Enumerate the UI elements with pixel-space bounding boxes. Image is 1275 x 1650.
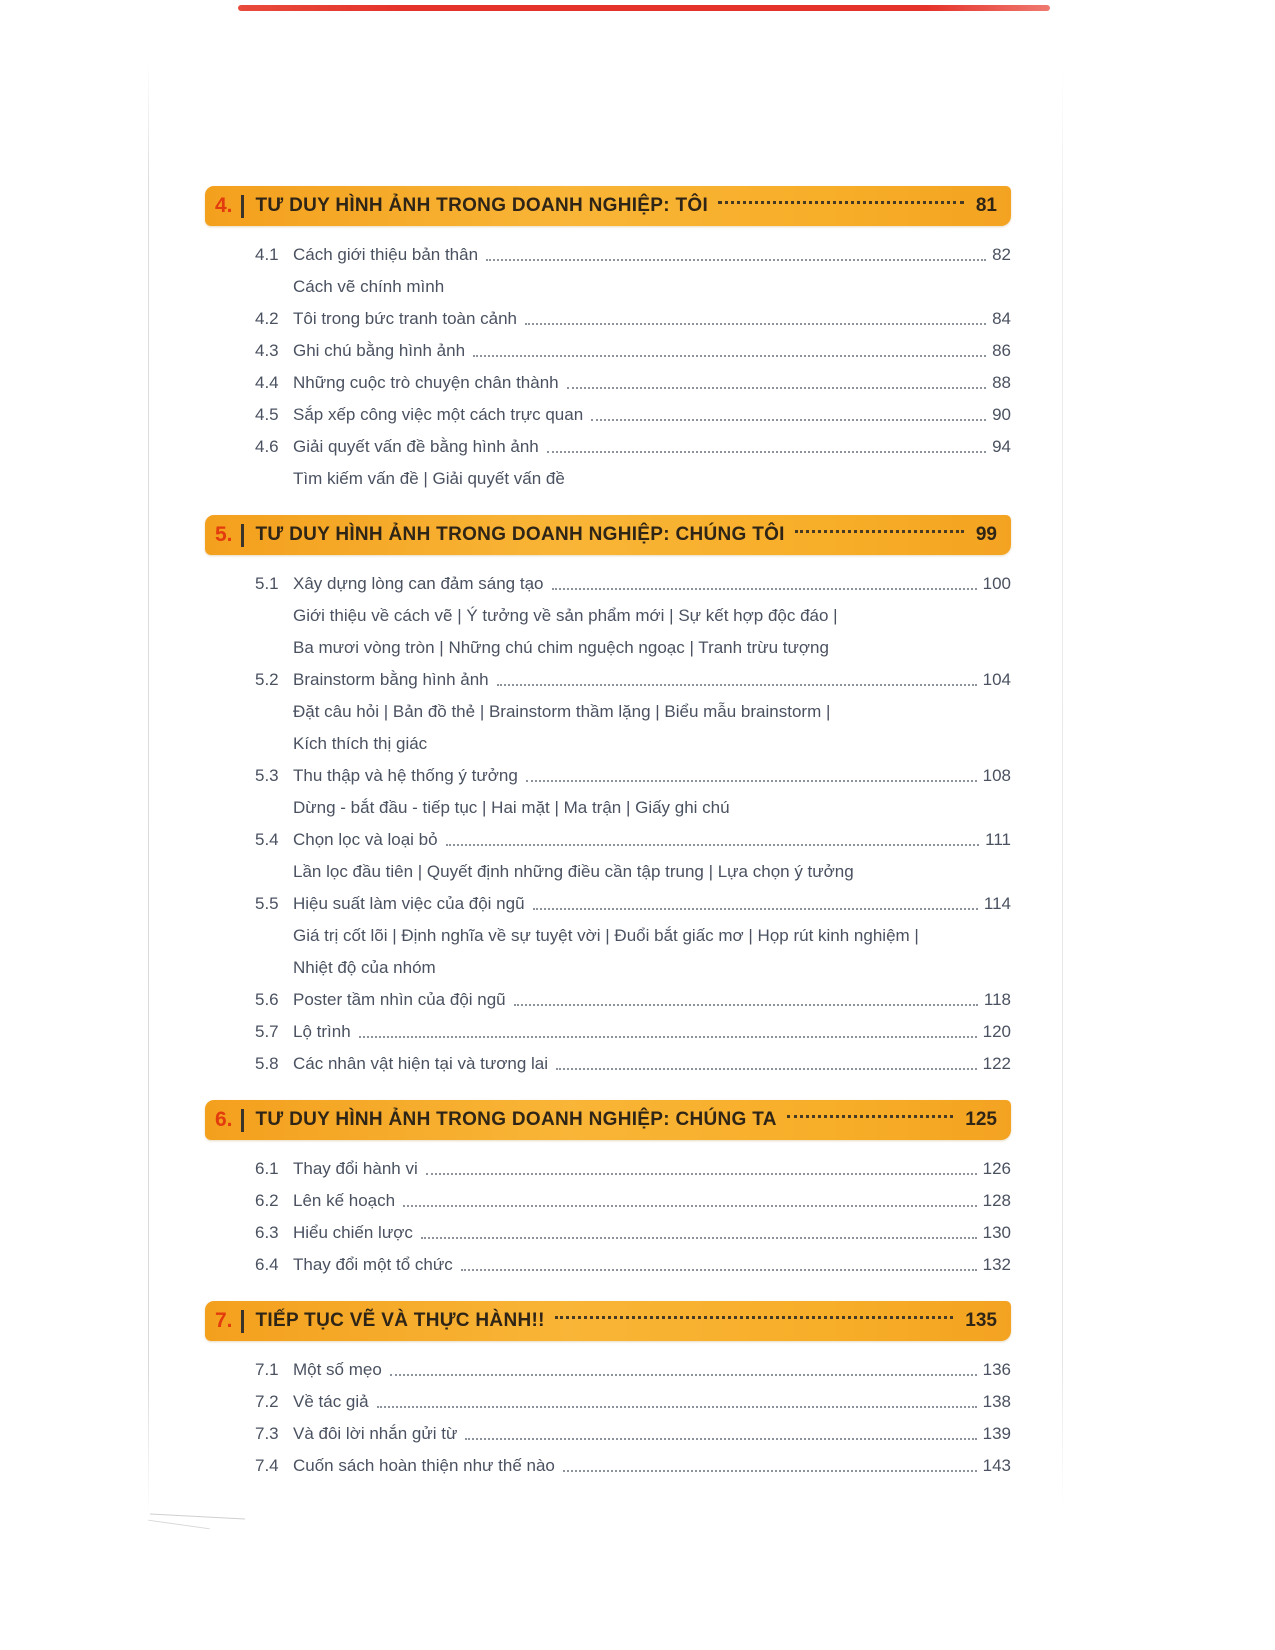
item-number: 7.3 <box>255 1424 279 1443</box>
toc-item <box>205 331 1011 363</box>
toc-subline <box>205 596 1011 628</box>
item-page-number: 122 <box>982 1054 1011 1073</box>
toc-item <box>205 1213 1011 1245</box>
toc-item <box>205 1414 1011 1446</box>
item-number: 7.2 <box>255 1392 279 1411</box>
chapter-number: 7. <box>215 1309 233 1332</box>
table-of-contents <box>205 186 1011 1478</box>
item-number: 6.1 <box>255 1159 279 1178</box>
item-number: 6.4 <box>255 1255 279 1274</box>
sub-line-text: Cách vẽ chính mình <box>293 277 445 296</box>
toc-subline <box>205 692 1011 724</box>
item-page-number: 104 <box>982 670 1011 689</box>
toc-subline <box>205 628 1011 660</box>
dot-leader <box>526 780 977 782</box>
dot-leader <box>552 588 977 590</box>
chapter-page-number: 125 <box>965 1109 997 1130</box>
item-page-number: 88 <box>992 373 1011 392</box>
chapter-number-divider <box>241 1310 244 1333</box>
item-number: 7.1 <box>255 1360 279 1379</box>
toc-item <box>205 1446 1011 1478</box>
item-title: Thay đổi hành vi <box>293 1159 418 1178</box>
item-page-number: 114 <box>983 894 1011 913</box>
toc-item <box>205 395 1011 427</box>
page-edge-right <box>1062 70 1063 1505</box>
dot-leader <box>567 387 986 389</box>
item-number: 6.3 <box>255 1223 279 1242</box>
chapter-title: TƯ DUY HÌNH ẢNH TRONG DOANH NGHIỆP: TÔI <box>255 195 709 216</box>
toc-subline <box>205 788 1011 820</box>
toc-item <box>205 884 1011 916</box>
item-page-number: 94 <box>992 437 1011 456</box>
item-page-number: 139 <box>982 1424 1011 1443</box>
dot-leader <box>563 1470 977 1472</box>
item-page-number: 136 <box>982 1360 1011 1379</box>
sub-line-text: Lần lọc đầu tiên | Quyết định những điều cần tập trung | Lựa chọn ý tưởng <box>293 862 854 881</box>
chapter-number-divider <box>241 1109 244 1132</box>
sub-line-text: Đặt câu hỏi | Bản đồ thẻ | Brainstorm thầm lặng | Biểu mẫu brainstorm | <box>293 702 831 721</box>
toc-item <box>205 1181 1011 1213</box>
chapter-items <box>205 235 1011 491</box>
dot-leader <box>718 201 964 204</box>
toc-item <box>205 980 1011 1012</box>
item-number: 4.6 <box>255 437 279 456</box>
chapter-page-number: 99 <box>975 524 997 545</box>
dot-leader <box>359 1036 977 1038</box>
item-number: 4.5 <box>255 405 279 424</box>
dot-leader <box>591 419 986 421</box>
chapter-title: TIẾP TỤC VẼ VÀ THỰC HÀNH!! <box>255 1310 545 1331</box>
item-title: Lên kế hoạch <box>293 1191 396 1210</box>
item-page-number: 120 <box>982 1022 1011 1041</box>
chapter-page-number: 135 <box>965 1310 997 1331</box>
dot-leader <box>497 684 977 686</box>
item-title: Những cuộc trò chuyện chân thành <box>293 373 559 392</box>
item-title: Brainstorm bằng hình ảnh <box>293 670 489 689</box>
item-title: Các nhân vật hiện tại và tương lai <box>293 1054 549 1073</box>
toc-subline <box>205 724 1011 756</box>
toc-item <box>205 564 1011 596</box>
chapter-items <box>205 564 1011 1076</box>
chapter-items <box>205 1350 1011 1478</box>
toc-chapter <box>205 1100 1011 1277</box>
item-number: 5.1 <box>255 574 279 593</box>
item-page-number: 128 <box>982 1191 1011 1210</box>
item-title: Poster tầm nhìn của đội ngũ <box>293 990 506 1009</box>
toc-chapter <box>205 186 1011 491</box>
dot-leader <box>555 1316 954 1319</box>
item-title: Cuốn sách hoàn thiện như thế nào <box>293 1456 555 1475</box>
page-corner-line <box>150 1514 245 1520</box>
item-title: Xây dựng lòng can đảm sáng tạo <box>293 574 544 593</box>
toc-chapter <box>205 1301 1011 1478</box>
item-title: Hiệu suất làm việc của đội ngũ <box>293 894 525 913</box>
dot-leader <box>486 259 986 261</box>
toc-item <box>205 427 1011 459</box>
chapter-number: 4. <box>215 194 233 217</box>
item-number: 4.2 <box>255 309 279 328</box>
chapter-header <box>205 515 1011 555</box>
item-title: Chọn lọc và loại bỏ <box>293 830 438 849</box>
item-title: Lộ trình <box>293 1022 351 1041</box>
item-number: 6.2 <box>255 1191 279 1210</box>
toc-item <box>205 1350 1011 1382</box>
toc-item <box>205 1149 1011 1181</box>
toc-item <box>205 820 1011 852</box>
sub-line-text: Giá trị cốt lõi | Định nghĩa về sự tuyệt vời | Đuổi bắt giấc mơ | Họp rút kinh nghiệm | <box>293 926 919 945</box>
toc-item <box>205 1044 1011 1076</box>
dot-leader <box>547 451 986 453</box>
item-number: 5.6 <box>255 990 279 1009</box>
item-number: 5.8 <box>255 1054 279 1073</box>
toc-item <box>205 756 1011 788</box>
item-title: Về tác giả <box>293 1392 369 1411</box>
item-page-number: 143 <box>982 1456 1011 1475</box>
chapter-items <box>205 1149 1011 1277</box>
toc-item <box>205 235 1011 267</box>
item-title: Tôi trong bức tranh toàn cảnh <box>293 309 518 328</box>
item-page-number: 100 <box>982 574 1011 593</box>
item-title: Và đôi lời nhắn gửi từ <box>293 1424 458 1443</box>
page-edge-left <box>148 62 149 1517</box>
sub-line-text: Tìm kiếm vấn đề | Giải quyết vấn đề <box>293 469 565 488</box>
chapter-number: 6. <box>215 1108 233 1131</box>
item-title: Cách giới thiệu bản thân <box>293 245 479 264</box>
toc-item <box>205 660 1011 692</box>
item-title: Thay đổi một tổ chức <box>293 1255 453 1274</box>
item-page-number: 138 <box>982 1392 1011 1411</box>
dot-leader <box>377 1406 977 1408</box>
item-title: Thu thập và hệ thống ý tưởng <box>293 766 518 785</box>
chapter-header <box>205 186 1011 226</box>
chapter-header <box>205 1100 1011 1140</box>
chapter-title: TƯ DUY HÌNH ẢNH TRONG DOANH NGHIỆP: CHÚNG TA <box>255 1109 777 1130</box>
item-title: Một số mẹo <box>293 1360 382 1379</box>
chapter-number: 5. <box>215 523 233 546</box>
chapter-page-number: 81 <box>975 195 997 216</box>
item-title: Hiểu chiến lược <box>293 1223 413 1242</box>
item-number: 5.4 <box>255 830 279 849</box>
dot-leader <box>787 1115 954 1118</box>
toc-subline <box>205 948 1011 980</box>
toc-item <box>205 363 1011 395</box>
sub-line-text: Nhiệt độ của nhóm <box>293 958 436 977</box>
item-number: 5.2 <box>255 670 279 689</box>
toc-item <box>205 1245 1011 1277</box>
item-page-number: 118 <box>983 990 1011 1009</box>
chapter-number-divider <box>241 195 244 218</box>
item-page-number: 108 <box>982 766 1011 785</box>
toc-subline <box>205 916 1011 948</box>
dot-leader <box>556 1068 977 1070</box>
item-title: Sắp xếp công việc một cách trực quan <box>293 405 584 424</box>
dot-leader <box>461 1269 977 1271</box>
item-page-number: 130 <box>982 1223 1011 1242</box>
chapter-title: TƯ DUY HÌNH ẢNH TRONG DOANH NGHIỆP: CHÚNG TÔI <box>255 524 785 545</box>
dot-leader <box>390 1374 977 1376</box>
book-cover-edge <box>238 5 1050 11</box>
item-number: 5.3 <box>255 766 279 785</box>
item-number: 4.3 <box>255 341 279 360</box>
item-number: 7.4 <box>255 1456 279 1475</box>
dot-leader <box>473 355 986 357</box>
chapter-header <box>205 1301 1011 1341</box>
dot-leader <box>514 1004 978 1006</box>
dot-leader <box>465 1438 976 1440</box>
sub-line-text: Ba mươi vòng tròn | Những chú chim nguệch ngoạc | Tranh trừu tượng <box>293 638 829 657</box>
item-page-number: 111 <box>985 830 1011 849</box>
item-page-number: 86 <box>992 341 1011 360</box>
toc-subline <box>205 267 1011 299</box>
dot-leader <box>403 1205 977 1207</box>
dot-leader <box>446 844 980 846</box>
item-page-number: 132 <box>982 1255 1011 1274</box>
item-page-number: 82 <box>992 245 1011 264</box>
dot-leader <box>426 1173 977 1175</box>
dot-leader <box>525 323 986 325</box>
toc-subline <box>205 852 1011 884</box>
toc-subline <box>205 459 1011 491</box>
item-number: 4.4 <box>255 373 279 392</box>
item-number: 4.1 <box>255 245 279 264</box>
toc-item <box>205 1382 1011 1414</box>
item-title: Ghi chú bằng hình ảnh <box>293 341 466 360</box>
item-page-number: 84 <box>992 309 1011 328</box>
item-page-number: 90 <box>992 405 1011 424</box>
item-title: Giải quyết vấn đề bằng hình ảnh <box>293 437 539 456</box>
item-number: 5.5 <box>255 894 279 913</box>
dot-leader <box>795 530 964 533</box>
sub-line-text: Giới thiệu về cách vẽ | Ý tưởng về sản phẩm mới | Sự kết hợp độc đáo | <box>293 606 838 625</box>
chapter-number-divider <box>241 524 244 547</box>
dot-leader <box>533 908 978 910</box>
sub-line-text: Kích thích thị giác <box>293 734 428 753</box>
page-corner-line <box>148 1520 210 1530</box>
toc-chapter <box>205 515 1011 1076</box>
dot-leader <box>421 1237 977 1239</box>
item-number: 5.7 <box>255 1022 279 1041</box>
sub-line-text: Dừng - bắt đầu - tiếp tục | Hai mặt | Ma trận | Giấy ghi chú <box>293 798 730 817</box>
item-page-number: 126 <box>982 1159 1011 1178</box>
toc-item <box>205 1012 1011 1044</box>
toc-item <box>205 299 1011 331</box>
